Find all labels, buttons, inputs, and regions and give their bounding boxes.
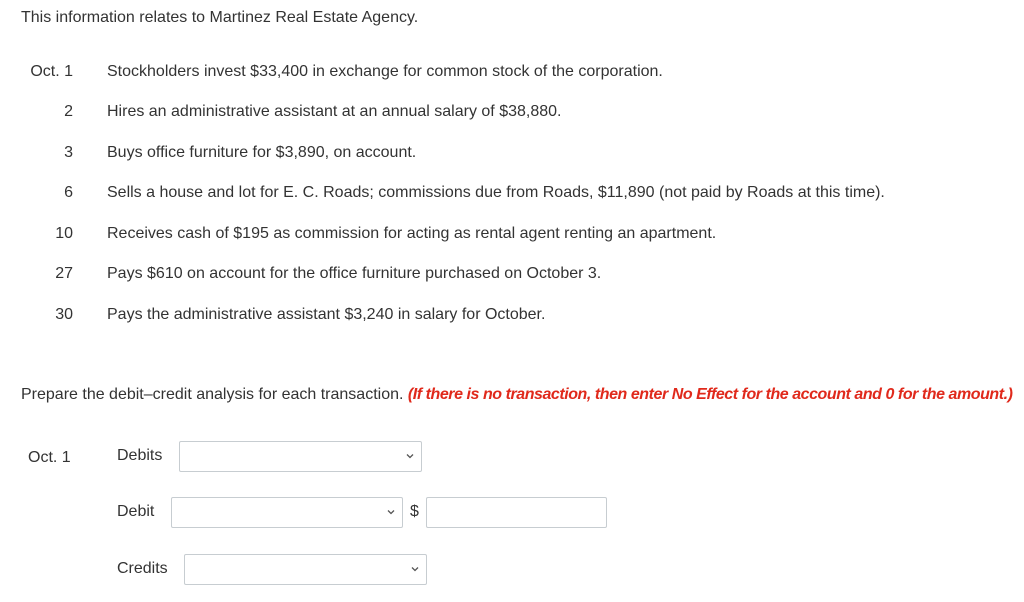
instructions: [21, 384, 1013, 406]
credits-account-select[interactable]: [184, 554, 427, 585]
transaction-description: Stockholders invest $33,400 in exchange for common stock of the corporation.: [107, 63, 663, 80]
transaction-date: Oct. 1: [30, 63, 73, 80]
instructions-note: (If there is no transaction, then enter No Effect for the account and 0 for the amount.): [407, 386, 1013, 403]
transaction-date: 3: [64, 144, 73, 161]
transaction-description: Sells a house and lot for E. C. Roads; commissions due from Roads, $11,890 (not paid by Roads at this time).: [107, 184, 885, 201]
transaction-date: 2: [64, 103, 73, 120]
debits-account-select[interactable]: [179, 441, 422, 472]
chevron-down-icon: [405, 451, 415, 461]
debit-label: Debit: [117, 503, 155, 520]
form-date: Oct. 1: [28, 449, 71, 466]
transaction-date: 6: [64, 184, 73, 201]
transaction-description: Buys office furniture for $3,890, on account.: [107, 144, 417, 161]
transaction-date: 10: [55, 225, 73, 242]
transaction-row: [0, 263, 1024, 285]
debits-label: Debits: [117, 447, 163, 464]
transaction-row: [0, 101, 1024, 123]
instructions-text: Prepare the debit–credit analysis for each transaction.: [21, 386, 404, 403]
transaction-row: [0, 182, 1024, 204]
transaction-description: Hires an administrative assistant at an annual salary of $38,880.: [107, 103, 562, 120]
transaction-description: Pays the administrative assistant $3,240 in salary for October.: [107, 306, 546, 323]
credits-label: Credits: [117, 560, 168, 577]
debit-amount-input[interactable]: [426, 497, 607, 528]
transaction-row: [0, 142, 1024, 164]
debit-account-select[interactable]: [171, 497, 403, 528]
intro-text: This information relates to Martinez Real Estate Agency.: [21, 9, 419, 26]
currency-symbol: $: [410, 503, 419, 520]
transaction-description: Receives cash of $195 as commission for acting as rental agent renting an apartment.: [107, 225, 717, 242]
chevron-down-icon: [386, 507, 396, 517]
transaction-description: Pays $610 on account for the office furniture purchased on October 3.: [107, 265, 602, 282]
transaction-date: 30: [55, 306, 73, 323]
chevron-down-icon: [410, 564, 420, 574]
transaction-date: 27: [55, 265, 73, 282]
transaction-row: [0, 61, 1024, 83]
transaction-row: [0, 304, 1024, 326]
transaction-row: [0, 223, 1024, 245]
